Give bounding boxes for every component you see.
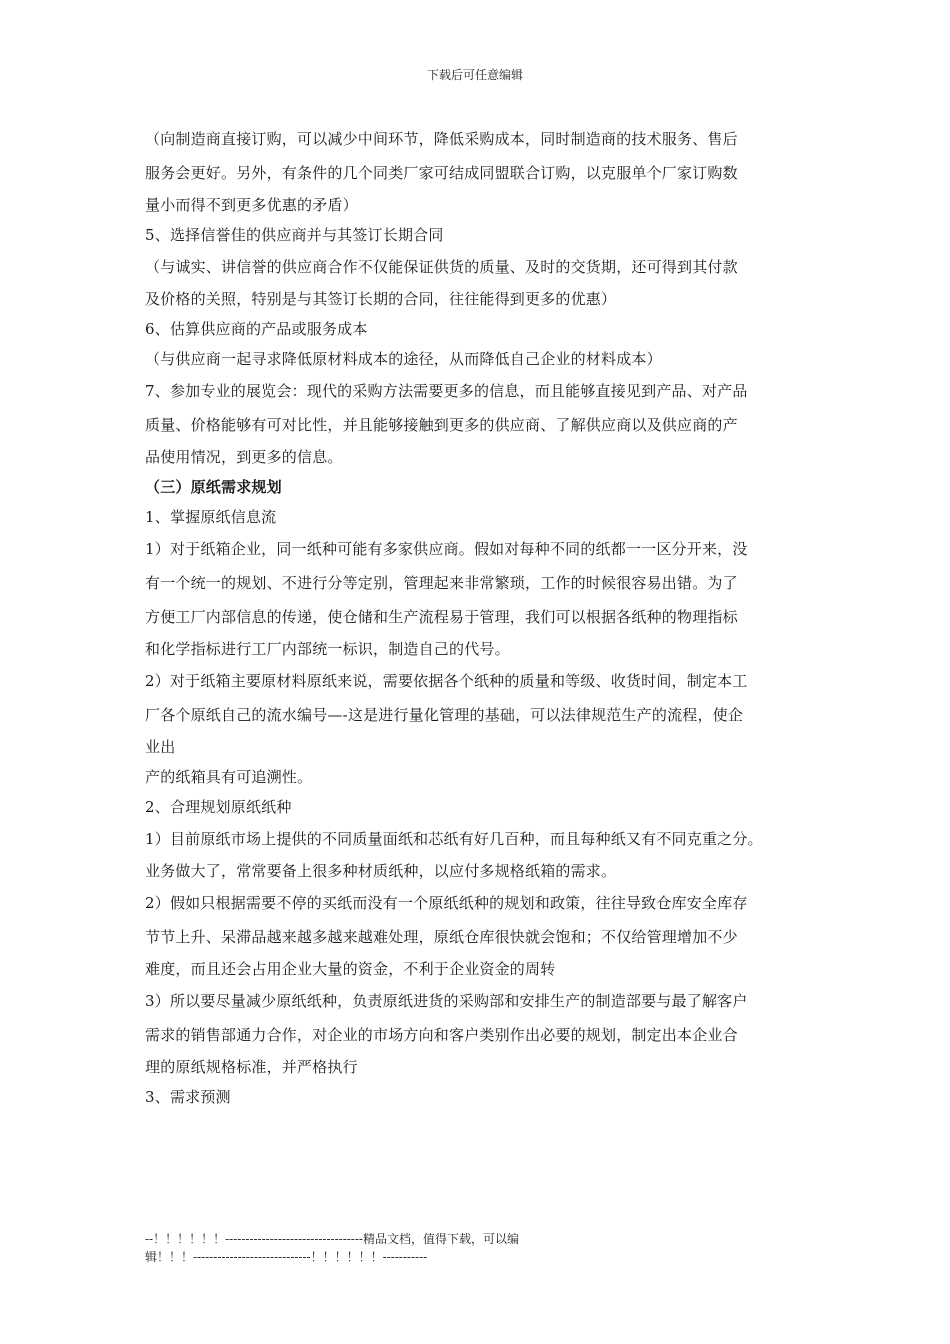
paragraph-line: 品使用情况，到更多的信息。 xyxy=(145,448,343,466)
paragraph-line: （向制造商直接订购，可以减少中间环节，降低采购成本，同时制造商的技术服务、售后 xyxy=(145,130,738,148)
section-heading: 3、需求预测 xyxy=(145,1088,231,1106)
paragraph-line: 1）目前原纸市场上提供的不同质量面纸和芯纸有好几百种，而且每种纸又有不同克重之分。 xyxy=(145,830,763,848)
paragraph-line: （与供应商一起寻求降低原材料成本的途径，从而降低自己企业的材料成本） xyxy=(145,350,662,368)
page-footer xyxy=(145,1230,785,1266)
paragraph-line: 2）对于纸箱主要原材料原纸来说，需要依据各个纸种的质量和等级、收货时间，制定本工 xyxy=(145,672,748,690)
footer-line: --！！！！！！----------------------------------精品文档，值得下载，可以编 xyxy=(145,1232,519,1246)
paragraph-line: （与诚实、讲信誉的供应商合作不仅能保证供货的质量、及时的交货期，还可得到其付款 xyxy=(145,258,738,276)
section-heading: 5、选择信誉佳的供应商并与其签订长期合同 xyxy=(145,226,444,244)
paragraph-line: 厂各个原纸自己的流水编号—-这是进行量化管理的基础，可以法律规范生产的流程，使企 xyxy=(145,706,744,724)
section-heading: 1、掌握原纸信息流 xyxy=(145,508,277,526)
paragraph-line: 产的纸箱具有可追溯性。 xyxy=(145,768,313,786)
paragraph-line: 业务做大了，常常要备上很多种材质纸种，以应付多规格纸箱的需求。 xyxy=(145,862,617,880)
document-body xyxy=(145,122,825,1112)
paragraph-line: 质量、价格能够有可对比性，并且能够接触到更多的供应商、了解供应商以及供应商的产 xyxy=(145,416,738,434)
paragraph-line: 3）所以要尽量减少原纸纸种，负责原纸进货的采购部和安排生产的制造部要与最了解客户 xyxy=(145,992,748,1010)
paragraph-line: 方便工厂内部信息的传递，使仓储和生产流程易于管理，我们可以根据各纸种的物理指标 xyxy=(145,608,738,626)
footer-line: 辑！！！-----------------------------！！！！！！----------- xyxy=(145,1250,428,1264)
paragraph-line: 1）对于纸箱企业，同一纸种可能有多家供应商。假如对每种不同的纸都一一区分开来，没 xyxy=(145,540,748,558)
page-header-note: 下载后可任意编辑 xyxy=(426,68,523,82)
paragraph-line: 及价格的关照，特别是与其签订长期的合同，往往能得到更多的优惠） xyxy=(145,290,617,308)
paragraph-line: 7、参加专业的展览会：现代的采购方法需要更多的信息，而且能够直接见到产品、对产品 xyxy=(145,382,748,400)
chapter-heading: （三）原纸需求规划 xyxy=(145,478,282,496)
section-heading: 2、合理规划原纸纸种 xyxy=(145,798,292,816)
paragraph-line: 2）假如只根据需要不停的买纸而没有一个原纸纸种的规划和政策，往往导致仓库安全库存 xyxy=(145,894,748,912)
paragraph-line: 有一个统一的规划、不进行分等定别，管理起来非常繁琐，工作的时候很容易出错。为了 xyxy=(145,574,738,592)
paragraph-line: 节节上升、呆滞品越来越多越来越难处理，原纸仓库很快就会饱和；不仅给管理增加不少 xyxy=(145,928,738,946)
paragraph-line: 理的原纸规格标准，并严格执行 xyxy=(145,1058,358,1076)
paragraph-line: 难度，而且还会占用企业大量的资金，不利于企业资金的周转 xyxy=(145,960,556,978)
paragraph-line: 服务会更好。另外，有条件的几个同类厂家可结成同盟联合订购，以克服单个厂家订购数 xyxy=(145,164,738,182)
paragraph-line: 需求的销售部通力合作，对企业的市场方向和客户类别作出必要的规划，制定出本企业合 xyxy=(145,1026,738,1044)
paragraph-line: 业出 xyxy=(145,738,176,756)
paragraph-line: 量小而得不到更多优惠的矛盾） xyxy=(145,196,358,214)
section-heading: 6、估算供应商的产品或服务成本 xyxy=(145,320,368,338)
paragraph-line: 和化学指标进行工厂内部统一标识，制造自己的代号。 xyxy=(145,640,510,658)
